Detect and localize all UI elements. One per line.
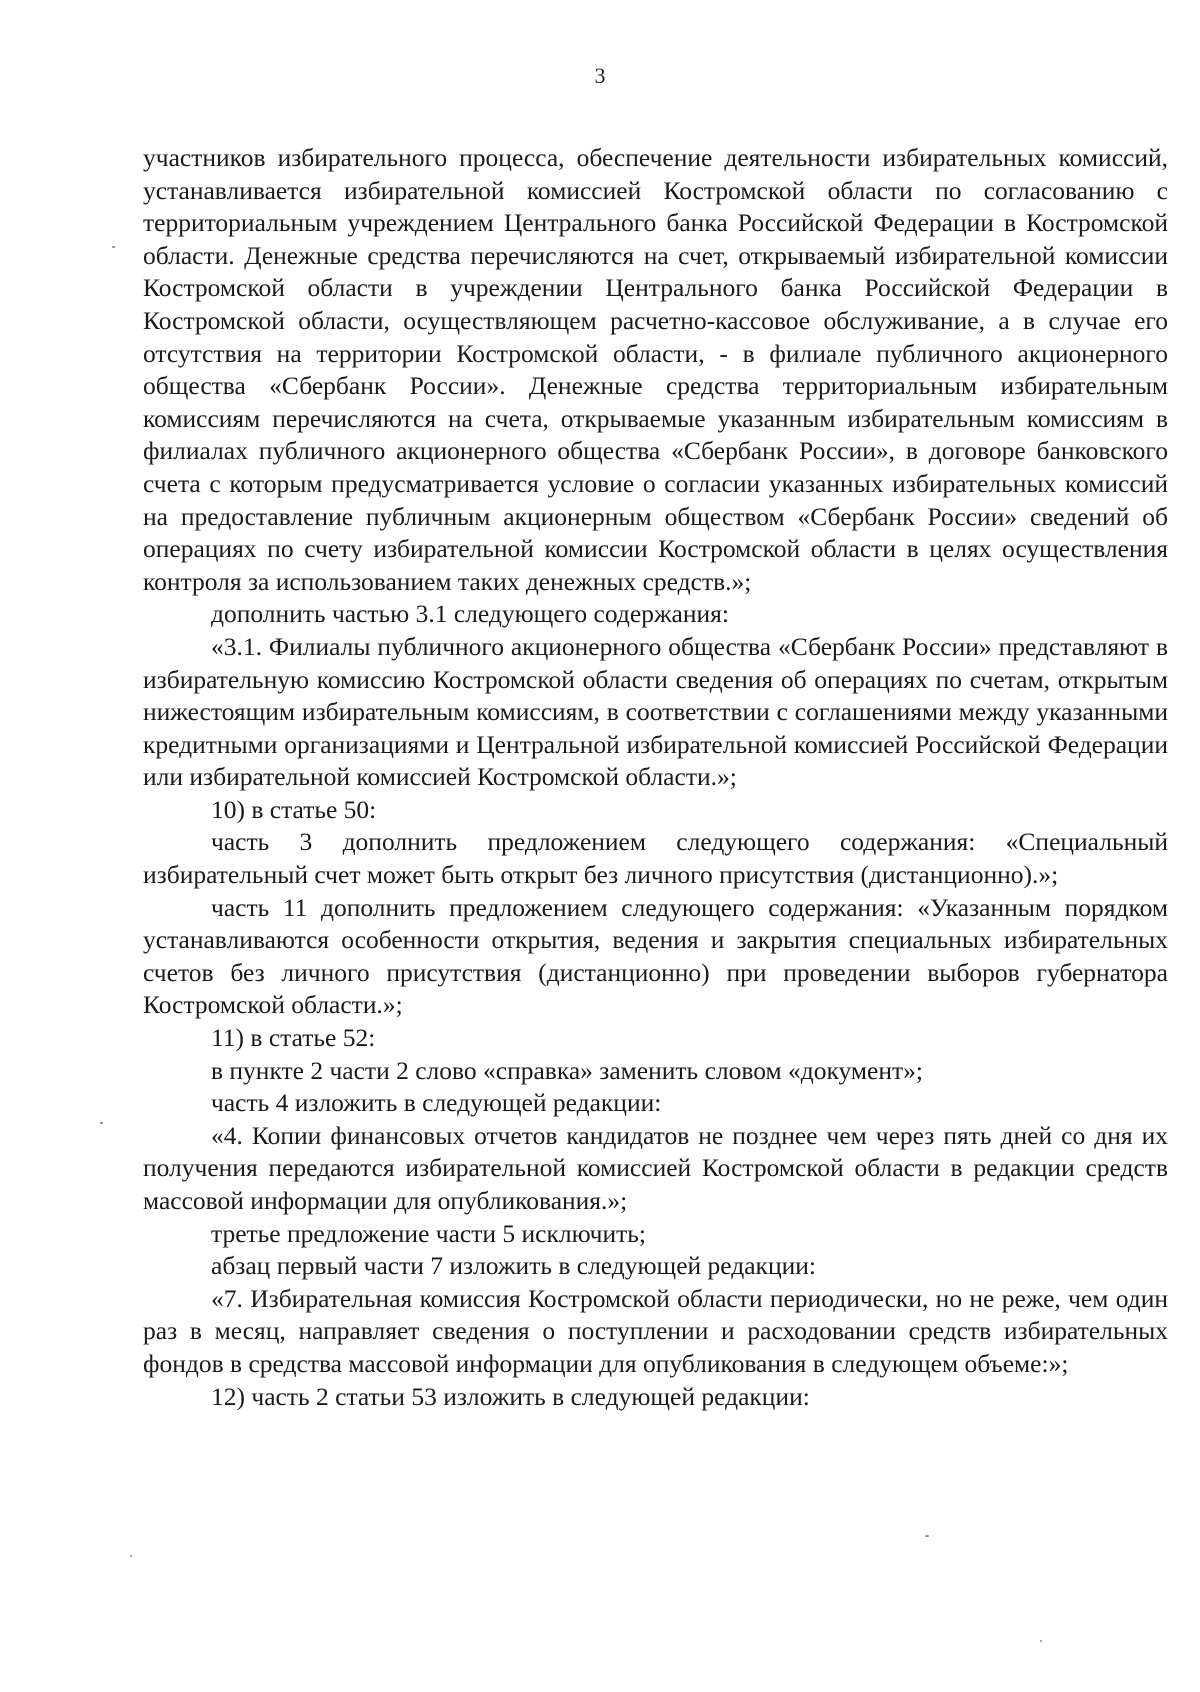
paragraph-9: часть 4 изложить в следующей редакции:: [211, 1088, 662, 1118]
paragraph-12: абзац первый части 7 изложить в следующей редакции:: [211, 1251, 816, 1281]
paragraph-3: «3.1. Филиалы публичного акционерного общества «Сбербанк России» представляют в избирательную комиссию Костромской области сведения об операциях по счетам, открытым нижестоящим избирательным комиссиям, в соответствии с соглашениями между указанными кредитными организациями и Центральной избирательной комиссией Российской Федерации или избирательной комиссией Костромской области.»;: [143, 631, 1168, 792]
scan-speck: [112, 246, 115, 248]
scan-speck: [130, 1555, 132, 1557]
paragraph-6: часть 11 дополнить предложением следующего содержания: «Указанным порядком устанавливаются особенности открытия, ведения и закрытия специальных избирательных счетов без личного присутствия (дистанционно) при проведении выборов губернатора Костромской области.»;: [143, 892, 1168, 1020]
scan-speck: [925, 1535, 929, 1537]
page-number: 3: [594, 63, 606, 88]
paragraph-13: «7. Избирательная комиссия Костромской области периодически, но не реже, чем один раз в месяц, направляет сведения о поступлении и расходовании средств избирательных фондов в средства массовой информации для опубликования в следующем объеме:»;: [143, 1283, 1168, 1378]
paragraph-11: третье предложение части 5 исключить;: [211, 1218, 647, 1248]
paragraph-14: 12) часть 2 статьи 53 изложить в следующей редакции:: [211, 1381, 810, 1411]
paragraph-4: 10) в статье 50:: [211, 794, 377, 824]
scan-speck: [100, 1122, 103, 1124]
paragraph-5: часть 3 дополнить предложением следующего содержания: «Специальный избирательный счет может быть открыт без личного присутствия (дистанционно).»;: [143, 827, 1168, 890]
paragraph-8: в пункте 2 части 2 слово «справка» заменить словом «документ»;: [211, 1055, 923, 1085]
scan-speck: [1040, 1640, 1042, 1642]
paragraph-2: дополнить частью 3.1 следующего содержания:: [211, 599, 729, 629]
paragraph-10: «4. Копии финансовых отчетов кандидатов не позднее чем через пять дней со дня их получения передаются избирательной комиссией Костромской области в редакции средств массовой информации для опубликования.»;: [143, 1120, 1168, 1215]
paragraph-7: 11) в статье 52:: [211, 1023, 376, 1053]
document-body: [143, 142, 1168, 1413]
paragraph-1: участников избирательного процесса, обеспечение деятельности избирательных комиссий, устанавливается избирательной комиссией Костромской области по согласованию с территориальным учреждением Центрального банка Российской Федерации в Костромской области. Денежные средства перечисляются на счет, открываемый избирательной комиссии Костромской области в учреждении Центрального банка Российской Федерации в Костромской области, осуществляющем расчетно-кассовое обслуживание, а в случае его отсутствия на территории Костромской области, - в филиале публичного акционерного общества «Сбербанк России». Денежные средства территориальным избирательным комиссиям перечисляются на счета, открываемые указанным избирательным комиссиям в филиалах публичного акционерного общества «Сбербанк России», в договоре банковского счета с которым предусматривается условие о согласии указанных избирательных комиссий на предоставление публичным акционерным обществом «Сбербанк России» сведений об операциях по счету избирательной комиссии Костромской области в целях осуществления контроля за использованием таких денежных средств.»;: [143, 143, 1168, 596]
